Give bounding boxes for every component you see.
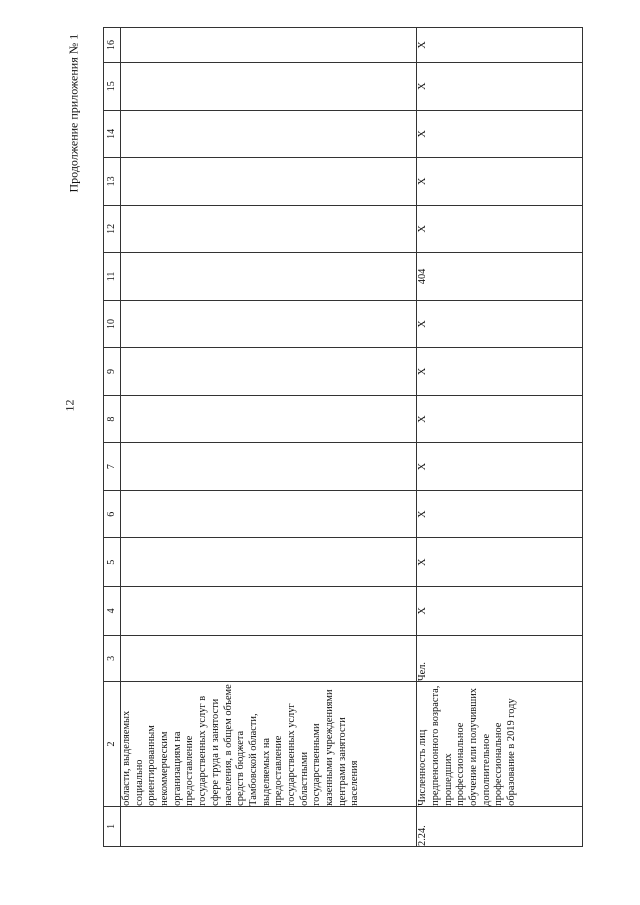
col-header-13: 13 [104,158,121,206]
col-header-3: 3 [104,635,121,681]
value-cell: X [417,538,583,587]
value-cell [121,62,417,110]
value-cell: X [417,300,583,348]
value-cell [121,348,417,396]
col-header-12: 12 [104,205,121,253]
col-header-4: 4 [104,587,121,636]
value-cell [121,110,417,158]
row-number: 2.24. [417,806,583,846]
table-area [103,27,583,847]
value-cell: X [417,587,583,636]
value-cell: X [417,158,583,206]
col-header-1: 1 [104,806,121,846]
table-header [104,28,121,847]
col-header-11: 11 [104,253,121,301]
value-cell [121,490,417,538]
header-row [104,28,121,847]
value-cell: X [417,205,583,253]
row-number [121,806,417,846]
value-cell: X [417,110,583,158]
value-cell [121,587,417,636]
col-header-6: 6 [104,490,121,538]
page-number: 12 [62,399,77,412]
value-cell [121,253,417,301]
col-header-5: 5 [104,538,121,587]
value-cell: X [417,490,583,538]
value-cell [121,395,417,443]
value-cell: X [417,443,583,491]
col-header-15: 15 [104,62,121,110]
unit-cell: Чел. [417,635,583,681]
unit-cell [121,635,417,681]
value-cell [121,538,417,587]
value-cell: X [417,62,583,110]
col-header-10: 10 [104,300,121,348]
indicator-name: Численность лиц предпенсионного возраста, прошедших профессиональное обучение или получивших дополнительное профессиональное образование в 2019 году [417,682,583,807]
indicator-name: области, выделяемых социально ориентированным некоммерческим организациям на предоставление государственных услуг в сфере труда и занятости населения, в общем объеме средств бюджета Тамбовской области, выделяемых на предоставление государственных услуг областными государственными казенными учреждениями центрами занятости населения [121,682,417,807]
value-cell [121,443,417,491]
value-cell: X [417,395,583,443]
value-cell [121,205,417,253]
col-header-2: 2 [104,682,121,807]
table-row [121,28,417,847]
value-cell: 404 [417,253,583,301]
col-header-8: 8 [104,395,121,443]
table-row [417,28,583,847]
col-header-9: 9 [104,348,121,396]
value-cell: X [417,28,583,63]
continuation-title: Продолжение приложения № 1 [66,33,81,193]
value-cell [121,300,417,348]
value-cell: X [417,348,583,396]
data-table [103,27,583,847]
col-header-14: 14 [104,110,121,158]
value-cell [121,28,417,63]
col-header-16: 16 [104,28,121,63]
col-header-7: 7 [104,443,121,491]
value-cell [121,158,417,206]
